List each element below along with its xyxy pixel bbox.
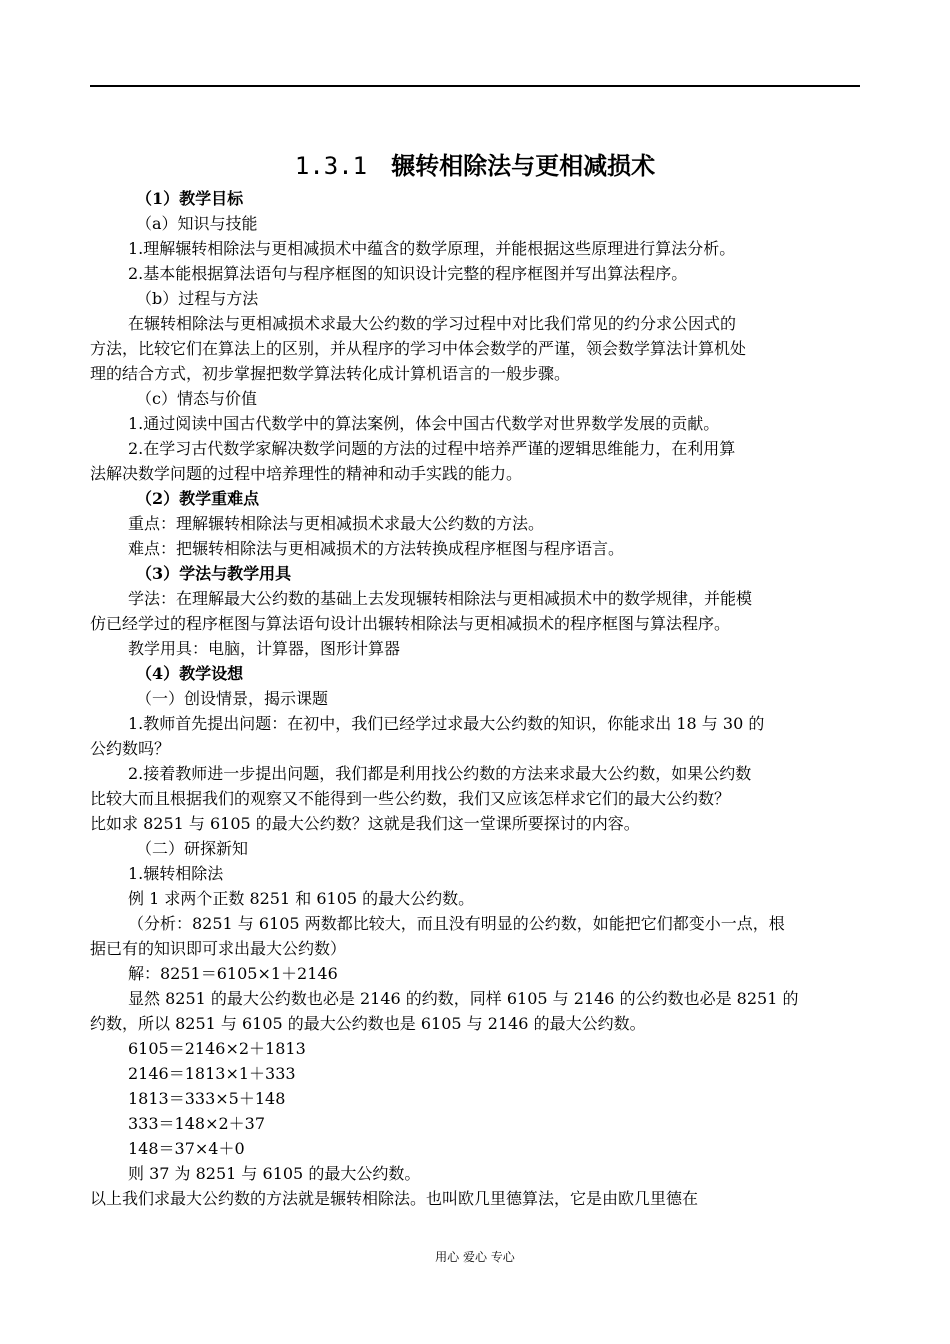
text-line: 公约数吗？: [90, 739, 171, 758]
text-line: （3）学法与教学用具: [136, 564, 292, 583]
text-line: 约数，所以 8251 与 6105 的最大公约数也是 6105 与 2146 的最大公约数。: [90, 1014, 646, 1033]
header-rule: [90, 85, 860, 87]
text-line: 例 1 求两个正数 8251 和 6105 的最大公约数。: [128, 889, 475, 908]
text-line: 2146＝1813×1＋333: [128, 1064, 296, 1083]
text-line: 难点：把辗转相除法与更相减损术的方法转换成程序框图与程序语言。: [128, 539, 625, 558]
text-line: 解：8251＝6105×1＋2146: [128, 964, 338, 983]
text-line: 1.通过阅读中国古代数学中的算法案例，体会中国古代数学对世界数学发展的贡献。: [128, 414, 720, 433]
text-line: 1.教师首先提出问题：在初中，我们已经学过求最大公约数的知识，你能求出 18 与 30 的: [128, 714, 765, 733]
text-line: 则 37 为 8251 与 6105 的最大公约数。: [128, 1164, 421, 1183]
text-line: 方法，比较它们在算法上的区别，并从程序的学习中体会数学的严谨，领会数学算法计算机处: [90, 339, 747, 358]
text-line: 2.接着教师进一步提出问题，我们都是利用找公约数的方法来求最大公约数，如果公约数: [128, 764, 752, 783]
text-line: 1.辗转相除法: [128, 864, 224, 883]
section-number: 1.3.1: [294, 152, 368, 180]
text-line: 学法：在理解最大公约数的基础上去发现辗转相除法与更相减损术中的数学规律，并能模: [128, 589, 753, 608]
text-line: 6105＝2146×2＋1813: [128, 1039, 306, 1058]
text-line: 仿已经学过的程序框图与算法语句设计出辗转相除法与更相减损术的程序框图与算法程序。: [90, 614, 731, 633]
text-line: 在辗转相除法与更相减损术求最大公约数的学习过程中对比我们常见的约分求公因式的: [128, 314, 737, 333]
text-line: （2）教学重难点: [136, 489, 260, 508]
section-title-text: 辗转相除法与更相减损术: [391, 151, 656, 180]
text-line: 显然 8251 的最大公约数也必是 2146 的约数，同样 6105 与 2146 的公约数也必是 8251 的: [128, 989, 799, 1008]
section-title: [0, 146, 950, 181]
text-line: 法解决数学问题的过程中培养理性的精神和动手实践的能力。: [90, 464, 523, 483]
text-line: 333＝148×2＋37: [128, 1114, 266, 1133]
text-line: 重点：理解辗转相除法与更相减损术求最大公约数的方法。: [128, 514, 545, 533]
text-line: （b）过程与方法: [136, 289, 259, 308]
text-line: （一）创设情景，揭示课题: [136, 689, 329, 708]
text-line: 教学用具：电脑，计算器，图形计算器: [128, 639, 401, 658]
text-line: （分析：8251 与 6105 两数都比较大，而且没有明显的公约数，如能把它们都变小一点，根: [128, 914, 785, 933]
text-line: （4）教学设想: [136, 664, 244, 683]
text-line: 2.在学习古代数学家解决数学问题的方法的过程中培养严谨的逻辑思维能力，在利用算: [128, 439, 736, 458]
text-line: （c）情态与价值: [136, 389, 257, 408]
text-line: 比较大而且根据我们的观察又不能得到一些公约数，我们又应该怎样求它们的最大公约数？: [90, 789, 731, 808]
text-line: 以上我们求最大公约数的方法就是辗转相除法。也叫欧几里德算法，它是由欧几里德在: [90, 1189, 699, 1208]
text-line: （a）知识与技能: [136, 214, 258, 233]
text-line: 1813＝333×5＋148: [128, 1089, 286, 1108]
text-line: 据已有的知识即可求出最大公约数）: [90, 939, 347, 958]
text-line: 理的结合方式，初步掌握把数学算法转化成计算机语言的一般步骤。: [90, 364, 571, 383]
text-line: 2.基本能根据算法语句与程序框图的知识设计完整的程序框图并写出算法程序。: [128, 264, 688, 283]
text-line: 比如求 8251 与 6105 的最大公约数？这就是我们这一堂课所要探讨的内容。: [90, 814, 640, 833]
text-line: 1.理解辗转相除法与更相减损术中蕴含的数学原理，并能根据这些原理进行算法分析。: [128, 239, 736, 258]
text-line: （1）教学目标: [136, 189, 244, 208]
text-line: （二）研探新知: [136, 839, 249, 858]
page-footer: 用心 爱心 专心: [435, 1250, 515, 1264]
text-line: 148＝37×4＋0: [128, 1139, 245, 1158]
